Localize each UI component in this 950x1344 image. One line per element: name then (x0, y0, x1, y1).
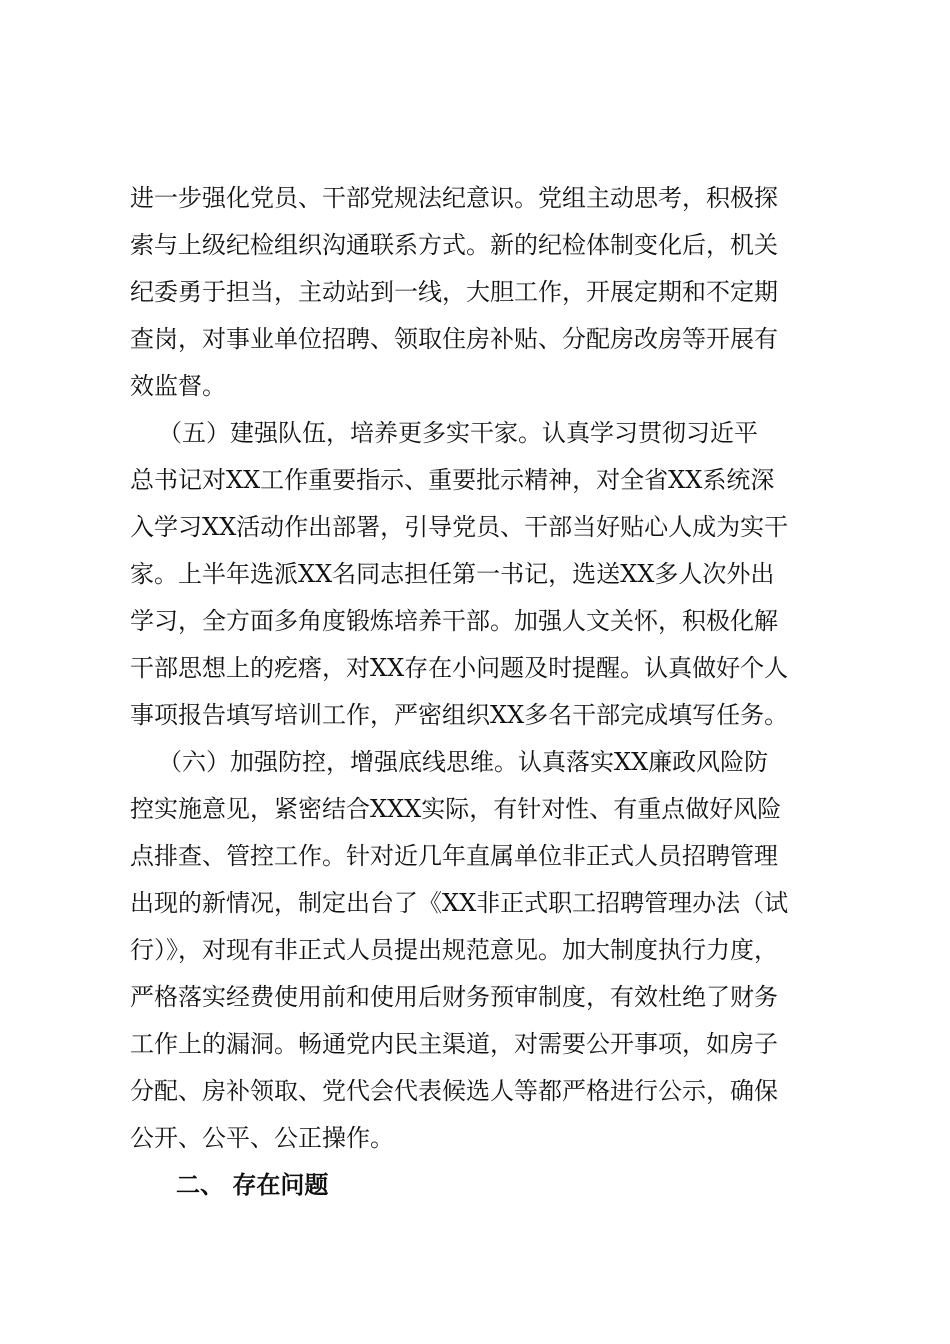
body-line-20: 分配、房补领取、党代会代表候选人等都严格进行公示，确保 (130, 1077, 778, 1105)
body-line-12: 事项报告填写培训工作，严密组织XX多名干部完成填写任务。 (130, 701, 789, 729)
body-line-18: 严格落实经费使用前和使用后财务预审制度，有效杜绝了财务 (130, 983, 778, 1011)
paragraph-6-heading-line: （六）加强防控，增强底线思维。认真落实XX廉政风险防 (158, 748, 769, 776)
body-line-7: 总书记对XX工作重要指示、重要批示精神，对全省XX系统深 (130, 466, 775, 494)
body-line-2: 索与上级纪检组织沟通联系方式。新的纪检体制变化后，机关 (130, 231, 778, 259)
body-line-8: 入学习XX活动作出部署，引导党员、干部当好贴心人成为实干 (130, 513, 789, 541)
body-line-15: 点排查、管控工作。针对近几年直属单位非正式人员招聘管理 (130, 842, 778, 870)
paragraph-5-heading-line: （五）建强队伍，培养更多实干家。认真学习贯彻习近平 (158, 419, 758, 447)
body-line-17: 行）》，对现有非正式人员提出规范意见。加大制度执行力度， (130, 936, 778, 964)
body-line-21: 公开、公平、公正操作。 (130, 1124, 394, 1152)
body-line-3: 纪委勇于担当，主动站到一线，大胆工作，开展定期和不定期 (130, 278, 778, 306)
body-line-5: 效监督。 (130, 372, 226, 400)
body-line-19: 工作上的漏洞。畅通党内民主渠道，对需要公开事项，如房子 (130, 1030, 778, 1058)
body-line-1: 进一步强化党员、干部党规法纪意识。党组主动思考，积极探 (130, 184, 778, 212)
body-line-16: 出现的新情况，制定出台了《XX非正式职工招聘管理办法（试 (130, 889, 789, 917)
section-heading: 二、 存在问题 (176, 1171, 329, 1199)
body-line-9: 家。上半年选派XX名同志担任第一书记，选送XX多人次外出 (130, 560, 775, 588)
body-line-4: 查岗，对事业单位招聘、领取住房补贴、分配房改房等开展有 (130, 325, 778, 353)
body-line-11: 干部思想上的疙瘩，对XX存在小问题及时提醒。认真做好个人 (130, 654, 789, 682)
body-line-10: 学习，全方面多角度锻炼培养干部。加强人文关怀，积极化解 (130, 607, 778, 635)
body-line-14: 控实施意见，紧密结合XXX实际，有针对性、有重点做好风险 (130, 795, 782, 823)
